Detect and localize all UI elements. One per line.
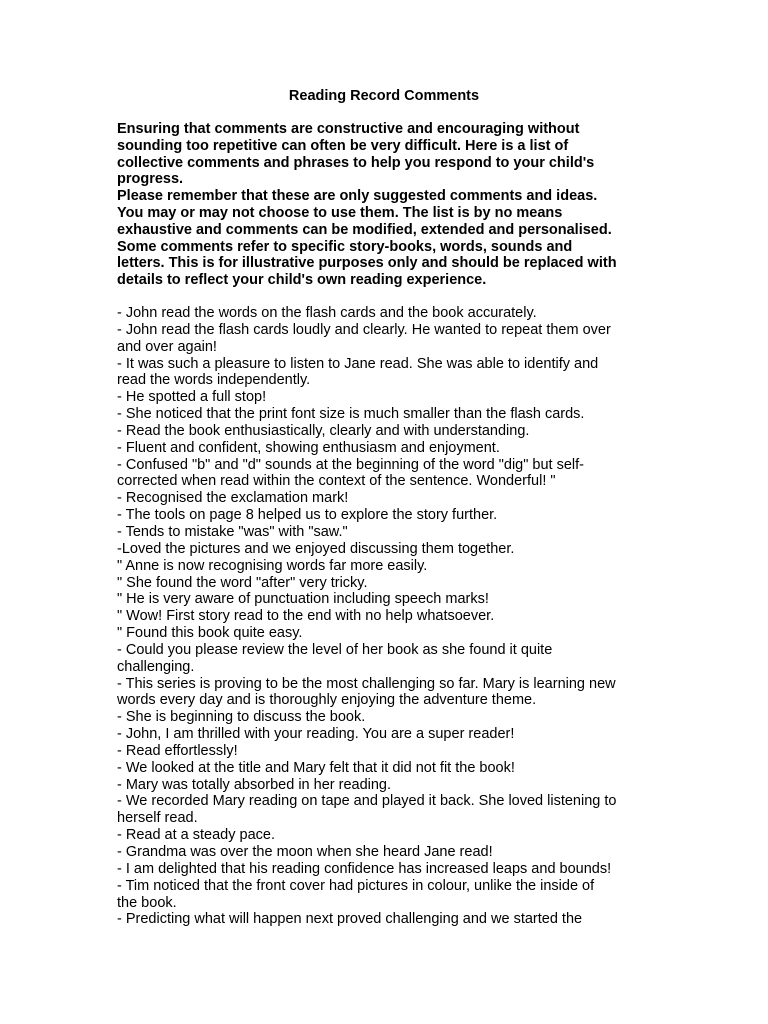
- comment-line: herself read.: [117, 810, 198, 827]
- comment-line: - Mary was totally absorbed in her reading.: [117, 776, 392, 793]
- comments-list: [117, 305, 757, 928]
- document-title: Reading Record Comments: [288, 88, 480, 104]
- comment-line: challenging.: [117, 658, 195, 675]
- comment-line: - I am delighted that his reading confidence has increased leaps and bounds!: [117, 860, 612, 877]
- intro-line: exhaustive and comments can be modified, extended and personalised.: [117, 221, 612, 238]
- comment-line: - Could you please review the level of her book as she found it quite: [117, 641, 553, 658]
- intro-paragraph: [117, 121, 757, 289]
- comment-line: " She found the word "after" very tricky.: [117, 574, 368, 591]
- comment-line: - The tools on page 8 helped us to explore the story further.: [117, 507, 498, 524]
- comment-line: " Anne is now recognising words far more easily.: [117, 557, 428, 574]
- comment-line: - Read at a steady pace.: [117, 827, 275, 844]
- comment-line: words every day and is thoroughly enjoying the adventure theme.: [117, 692, 537, 709]
- comment-line: - Fluent and confident, showing enthusiasm and enjoyment.: [117, 439, 500, 456]
- comment-line: - Recognised the exclamation mark!: [117, 490, 349, 507]
- comment-line: the book.: [117, 894, 177, 911]
- comment-line: " He is very aware of punctuation including speech marks!: [117, 591, 489, 608]
- comment-line: corrected when read within the context of the sentence. Wonderful! ": [117, 473, 556, 490]
- comment-line: - John read the words on the flash cards and the book accurately.: [117, 305, 537, 321]
- comment-line: - She is beginning to discuss the book.: [117, 709, 366, 726]
- comment-line: read the words independently.: [117, 372, 311, 389]
- comment-line: - John read the flash cards loudly and clearly. He wanted to repeat them over: [117, 321, 611, 338]
- comment-line: - We recorded Mary reading on tape and played it back. She loved listening to: [117, 793, 617, 810]
- comment-line: - We looked at the title and Mary felt that it did not fit the book!: [117, 759, 515, 776]
- comment-line: - Tim noticed that the front cover had pictures in colour, unlike the inside of: [117, 877, 595, 894]
- intro-line: Ensuring that comments are constructive and encouraging without: [117, 121, 580, 137]
- comment-line: - Read effortlessly!: [117, 742, 238, 759]
- intro-line: You may or may not choose to use them. The list is by no means: [117, 204, 563, 221]
- comment-line: " Found this book quite easy.: [117, 625, 303, 642]
- intro-line: sounding too repetitive can often be very difficult. Here is a list of: [117, 137, 569, 154]
- comment-line: - John, I am thrilled with your reading. You are a super reader!: [117, 726, 515, 743]
- comment-line: - It was such a pleasure to listen to Jane read. She was able to identify and: [117, 355, 599, 372]
- comment-line: " Wow! First story read to the end with no help whatsoever.: [117, 608, 495, 625]
- intro-line: details to reflect your child's own reading experience.: [117, 272, 487, 289]
- comment-line: - She noticed that the print font size is much smaller than the flash cards.: [117, 406, 585, 423]
- comment-line: - This series is proving to be the most challenging so far. Mary is learning new: [117, 675, 616, 692]
- intro-line: progress.: [117, 171, 184, 188]
- comment-line: - He spotted a full stop!: [117, 389, 267, 406]
- comment-line: - Grandma was over the moon when she heard Jane read!: [117, 844, 493, 860]
- comment-line: - Tends to mistake "was" with "saw.": [117, 523, 348, 540]
- comment-line: - Confused "b" and "d" sounds at the beginning of the word "dig" but self-: [117, 456, 584, 473]
- intro-line: Some comments refer to specific story-books, words, sounds and: [117, 238, 573, 255]
- intro-line: collective comments and phrases to help you respond to your child's: [117, 154, 595, 171]
- comment-line: - Predicting what will happen next proved challenging and we started the: [117, 911, 583, 928]
- comment-line: -Loved the pictures and we enjoyed discussing them together.: [117, 540, 515, 557]
- comment-line: - Read the book enthusiastically, clearly and with understanding.: [117, 422, 530, 439]
- comment-line: and over again!: [117, 338, 217, 355]
- intro-line: letters. This is for illustrative purposes only and should be replaced with: [117, 255, 617, 272]
- intro-line: Please remember that these are only suggested comments and ideas.: [117, 188, 598, 205]
